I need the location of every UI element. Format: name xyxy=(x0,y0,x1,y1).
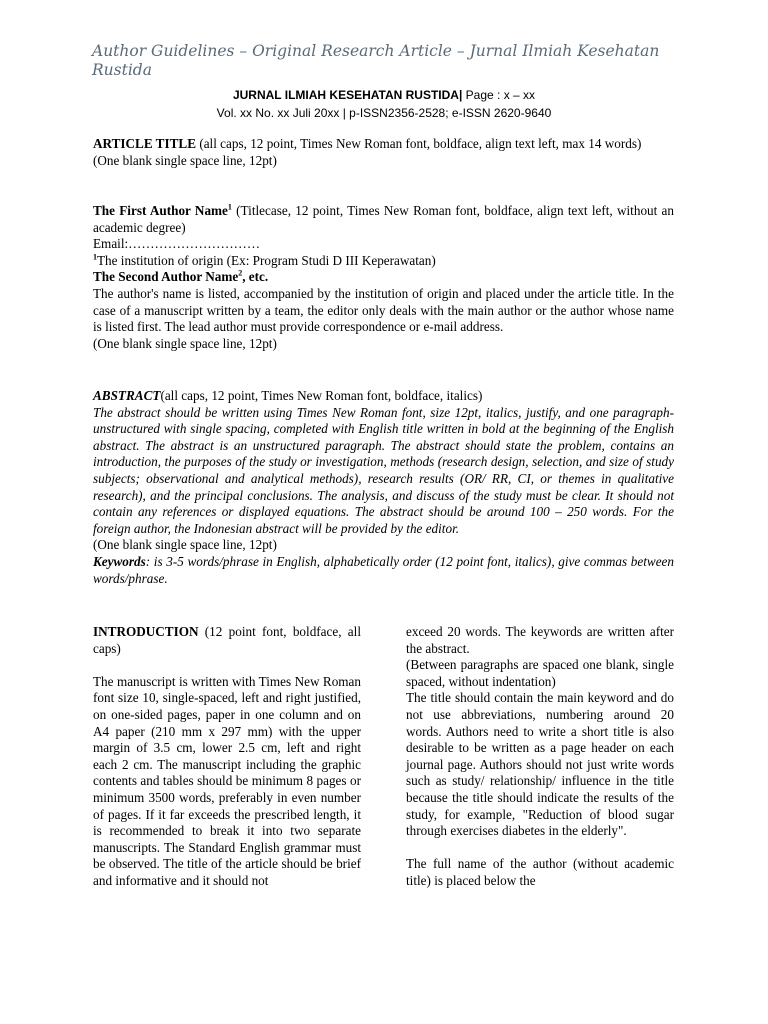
article-title-desc: (all caps, 12 point, Times New Roman font, boldface, align text left, max 14 words) xyxy=(196,136,642,151)
introduction-label: INTRODUCTION xyxy=(93,624,199,639)
abstract-body: The abstract should be written using Times New Roman font, size 12pt, italics, justify, and one paragraph-unstructured with single spacing, completed with English title written in bold at the beginning of the English abstract. The abstract is an unstructured paragraph. The abstract should state the problem, contains an introduction, the purposes of the study or investigation, methods (research design, selection, and size of study subjects; observational and analytical methods), research results (OR/ RR, CI, or themes in qualitative research), and the principal conclusions. The analysis, and discuss of the study must be clear. It should not contain any references or displayed equations. The abstract should be around 100 – 250 words. For the foreign author, the Indonesian abstract will be provided by the editor. xyxy=(93,404,674,536)
keywords-text: : is 3-5 words/phrase in English, alphabetically order (12 point font, italics), give commas between words/phrase. xyxy=(93,553,674,586)
first-author-sup: 1 xyxy=(227,202,232,212)
introduction-paragraph-1: The manuscript is written with Times New Roman font size 10, single-spaced, left and right justified, on one-sided pages, paper in one column and on A4 paper (210 mm x 297 mm) with the upper margin of 3.5 cm, lower 2.5 cm, left and right each 2 cm. The manuscript including the graphic contents and tables should be minimum 8 pages or minimum 3500 words, preferably in even number of pages. If it far exceeds the prescribed length, it is recommended to break it into two separate manuscripts. The Standard English grammar must be observed. The title of the article should be brief and informative and it should not xyxy=(93,673,361,888)
abstract-desc: (all caps, 12 point, Times New Roman font, boldface, italics) xyxy=(160,388,483,403)
second-author-etc: , etc. xyxy=(242,269,269,285)
article-title-label: ARTICLE TITLE xyxy=(93,136,197,151)
abstract-block xyxy=(93,388,674,587)
journal-pages: Page : x – xx xyxy=(462,88,536,102)
second-author-sup: 2 xyxy=(238,268,243,278)
email-line: Email:………………………… xyxy=(93,236,261,252)
right-paragraph-3: The title should contain the main keyword and do not use abbreviations, numbering around 20 words. Authors need to write a short title is also desirable to be written as a page header on each journal page. Authors should not just write words such as study/ relationship/ influence in the title because the title should indicate the results of the study, for example, "Reduction of blood sugar through exercises diabetes in the elderly". xyxy=(406,690,674,839)
journal-name-line xyxy=(0,87,768,103)
journal-name: JURNAL ILMIAH KESEHATAN RUSTIDA| xyxy=(232,88,463,102)
introduction-desc: (12 point font, boldface, all caps) xyxy=(93,624,361,656)
journal-volume-line: Vol. xx No. xx Juli 20xx | p-ISSN2356-2528; e-ISSN 2620-9640 xyxy=(216,106,552,120)
first-author-name: The First Author Name xyxy=(93,203,228,218)
first-author-desc: (Titlecase, 12 point, Times New Roman font, boldface, align text left, without an academic degree) xyxy=(93,203,675,235)
guidelines-header-title: Author Guidelines – Original Research Article – Jurnal Ilmiah Kesehatan Rustida xyxy=(92,42,660,79)
right-paragraph-1: exceed 20 words. The keywords are written after the abstract. xyxy=(406,624,674,656)
article-title-blank-line: (One blank single space line, 12pt) xyxy=(93,152,277,168)
author-note: The author's name is listed, accompanied by the institution of origin and placed under the article title. In the case of a manuscript written by a team, the editor only deals with the main author or the author whose name is listed first. The lead author must provide correspondence or e-mail address. xyxy=(93,285,674,335)
institution-sup: 1 xyxy=(93,252,97,262)
right-paragraph-2: (Between paragraphs are spaced one blank, single spaced, without indentation) xyxy=(406,657,674,689)
abstract-blank-line: (One blank single space line, 12pt) xyxy=(93,537,277,553)
authors-blank-line: (One blank single space line, 12pt) xyxy=(93,335,277,351)
article-title-block xyxy=(93,136,674,169)
right-paragraph-4: The full name of the author (without academic title) is placed below the xyxy=(406,856,674,888)
left-column xyxy=(93,624,361,890)
institution-line: The institution of origin (Ex: Program Studi D III Keperawatan) xyxy=(97,252,436,268)
right-column xyxy=(406,624,674,890)
authors-block xyxy=(93,203,674,352)
keywords-label: Keywords xyxy=(93,553,146,569)
abstract-label: ABSTRACT xyxy=(93,388,161,403)
second-author-name: The Second Author Name xyxy=(93,269,239,285)
